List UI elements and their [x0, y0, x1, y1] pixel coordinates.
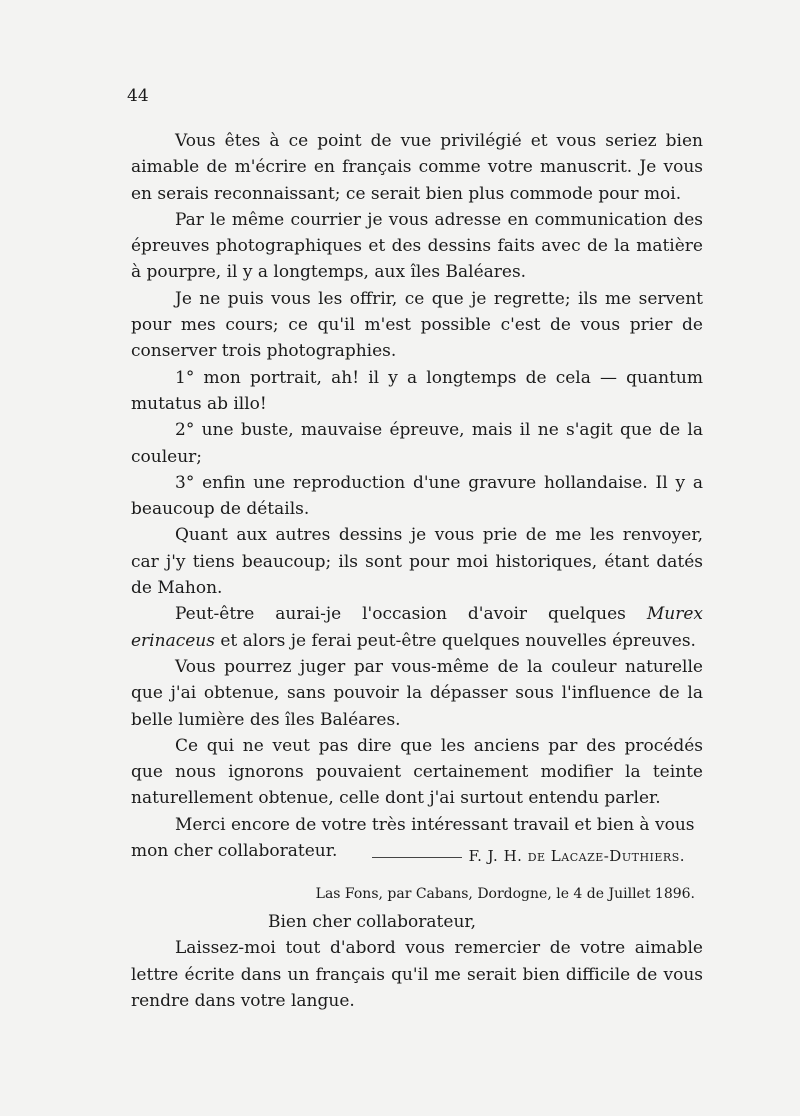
species-name: Murex erinaceus — [131, 604, 703, 651]
section-divider — [372, 857, 462, 858]
paragraph: Quant aux autres dessins je vous prie de me les renvoyer, car j'y tiens beaucoup; ils sont pour moi historiques, étant datés de Mahon. — [131, 525, 703, 599]
murex-text-after: et alors je ferai peut-être quelques nouvelles épreuves. — [214, 630, 696, 651]
signature: F. J. H. de Lacaze-Duthiers. — [468, 847, 685, 866]
paragraph: Je ne puis vous les offrir, ce que je regrette; ils me servent pour mes cours; ce qu'il m'est possible c'est de vous prier de conserver trois photographies. — [131, 288, 703, 362]
paragraph: Ce qui ne veut pas dire que les anciens par des procédés que nous ignorons pouvaient certainement modifier la teinte naturellement obtenue, celle dont j'ai surtout entendu parler. — [131, 735, 703, 809]
paragraph: Vous pourrez juger par vous-même de la couleur naturelle que j'ai obtenue, sans pouvoir la dépasser sous l'influence de la belle lumière des îles Baléares. — [131, 656, 703, 730]
paragraph: 2° une buste, mauvaise épreuve, mais il ne s'agit que de la couleur; — [131, 420, 703, 467]
paragraph: Merci encore de votre très intéressant travail et bien à vous — [175, 814, 695, 835]
paragraph: 1° mon portrait, ah! il y a longtemps de cela — quantum mutatus ab illo! — [131, 367, 703, 414]
paragraph: Par le même courrier je vous adresse en communication des épreuves photographiques et des dessins faits avec de la matière à pourpre, il y a longtemps, aux îles Baléares. — [131, 209, 703, 283]
paragraph-murex — [131, 601, 703, 654]
closing-line: mon cher collaborateur. — [131, 841, 338, 862]
dateline: Las Fons, par Cabans, Dordogne, le 4 de Juillet 1896. — [315, 886, 695, 902]
letter-body — [131, 128, 703, 864]
salutation: Bien cher collaborateur, — [268, 912, 477, 932]
page-number: 44 — [127, 86, 149, 106]
paragraph: Laissez-moi tout d'abord vous remercier de votre aimable lettre écrite dans un français qu'il me serait bien difficile de vous rendre dans votre langue. — [131, 938, 703, 1011]
paragraph: 3° enfin une reproduction d'une gravure hollandaise. Il y a beaucoup de détails. — [131, 472, 703, 520]
murex-text-before: Peut-être aurai-je l'occasion d'avoir quelques — [175, 604, 647, 625]
second-letter — [131, 909, 703, 1014]
closing-row — [131, 838, 703, 864]
paragraph: Vous êtes à ce point de vue privilégié et vous seriez bien aimable de m'écrire en français comme votre manuscrit. Je vous en serais reconnaissant; ce serait bien plus commode pour moi. — [131, 131, 703, 204]
